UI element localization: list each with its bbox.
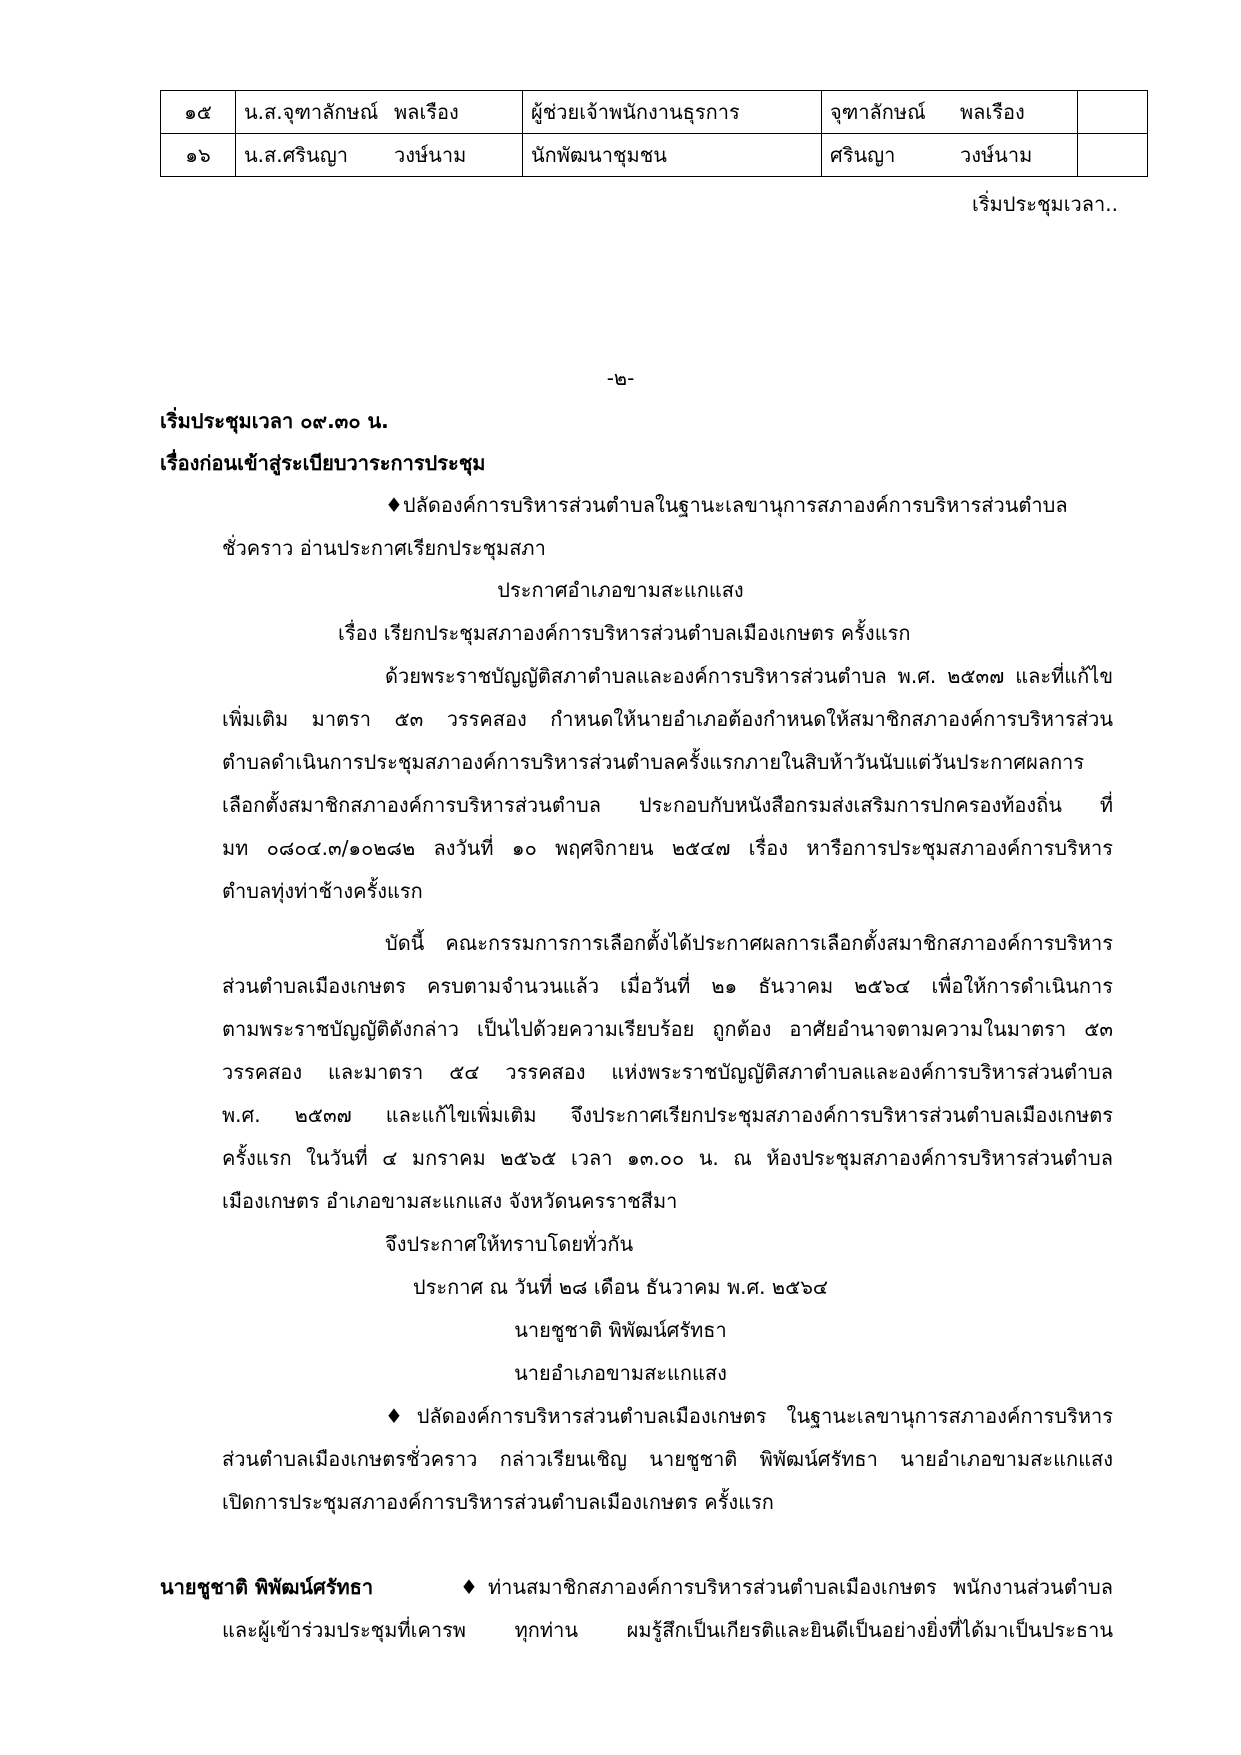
meeting-start-time: เริ่มประชุมเวลา ๐๙.๓๐ น.	[160, 409, 389, 433]
signature-cell	[822, 91, 1078, 134]
pre-agenda-heading: เรื่องก่อนเข้าสู่ระเบียบวาระการประชุม	[160, 451, 486, 475]
signature-name: ศรินญา	[830, 143, 896, 167]
invitation-paragraph-line: เปิดการประชุมสภาองค์การบริหารส่วนตำบลเมืองเกษตร ครั้งแรก	[222, 1490, 774, 1514]
first-name: น.ส.ศรินญา	[244, 143, 348, 167]
surname: พลเรือง	[394, 100, 459, 124]
invitation-paragraph-line: ส่วนตำบลเมืองเกษตรชั่วคราว กล่าวเรียนเชิญ นายชูชาติ พิพัฒน์ศรัทธา นายอำเภอขามสะแกแสง	[222, 1447, 1113, 1471]
announcement-body-line: ตำบลทุ่งท่าช้างครั้งแรก	[222, 879, 423, 903]
announcement-body-line: บัดนี้ คณะกรรมการการเลือกตั้งได้ประกาศผลการเลือกตั้งสมาชิกสภาองค์การบริหาร	[385, 931, 1113, 955]
announcement-body-line: วรรคสอง และมาตรา ๕๔ วรรคสอง แห่งพระราชบัญญัติสภาตำบลและองค์การบริหารส่วนตำบล	[222, 1060, 1113, 1084]
announcement-date: ประกาศ ณ วันที่ ๒๘ เดือน ธันวาคม พ.ศ. ๒๕๖๔	[412, 1275, 829, 1299]
table-row	[161, 134, 1148, 177]
announcement-body-line: ตำบลดำเนินการประชุมสภาองค์การบริหารส่วนตำบลครั้งแรกภายในสิบห้าวันนับแต่วันประกาศผลการ	[222, 750, 1085, 774]
page-number: -๒-	[606, 366, 635, 390]
announcement-body-line: ตามพระราชบัญญัติดังกล่าว เป็นไปด้วยความเรียบร้อย ถูกต้อง อาศัยอำนาจตามความในมาตรา ๕๓	[222, 1017, 1113, 1041]
attendance-table	[160, 90, 1148, 177]
announcement-body-line: ครั้งแรก ในวันที่ ๔ มกราคม ๒๕๖๕ เวลา ๑๓.๐๐ น. ณ ห้องประชุมสภาองค์การบริหารส่วนตำบล	[222, 1146, 1113, 1170]
announcement-body-line: เมืองเกษตร อำเภอขามสะแกแสง จังหวัดนครราชสีมา	[222, 1189, 678, 1213]
first-name: น.ส.จุฑาลักษณ์	[244, 100, 379, 124]
row-number: ๑๕	[161, 91, 236, 134]
invitation-paragraph-line: ♦ปลัดองค์การบริหารส่วนตำบลเมืองเกษตร ในฐานะเลขานุการสภาองค์การบริหาร	[385, 1404, 1113, 1428]
surname: วงษ์นาม	[394, 143, 467, 167]
announcement-body-line: ส่วนตำบลเมืองเกษตร ครบตามจำนวนแล้ว เมื่อวันที่ ๒๑ ธันวาคม ๒๕๖๔ เพื่อให้การดำเนินการ	[222, 974, 1113, 998]
remark-cell	[1078, 134, 1148, 177]
signature-cell	[822, 134, 1078, 177]
position-cell: ผู้ช่วยเจ้าพนักงานธุรการ	[523, 91, 822, 134]
name-cell	[236, 134, 523, 177]
announcement-signer-title: นายอำเภอขามสะแกแสง	[514, 1361, 727, 1385]
announcement-closing: จึงประกาศให้ทราบโดยทั่วกัน	[385, 1232, 634, 1256]
remark-cell	[1078, 91, 1148, 134]
announcement-title: ประกาศอำเภอขามสะแกแสง	[497, 578, 744, 602]
secretary-paragraph-line1: ♦ปลัดองค์การบริหารส่วนตำบลในฐานะเลขานุการสภาองค์การบริหารส่วนตำบล	[385, 493, 1068, 517]
table-row	[161, 91, 1148, 134]
secretary-paragraph-line2: ชั่วคราว อ่านประกาศเรียกประชุมสภา	[222, 536, 546, 560]
announcement-body-line: ด้วยพระราชบัญญัติสภาตำบลและองค์การบริหารส่วนตำบล พ.ศ. ๒๕๓๗ และที่แก้ไข	[385, 664, 1113, 688]
signature-name: จุฑาลักษณ์	[830, 100, 926, 124]
announcement-body-line: พ.ศ. ๒๕๓๗ และแก้ไขเพิ่มเติม จึงประกาศเรียกประชุมสภาองค์การบริหารส่วนตำบลเมืองเกษตร	[222, 1103, 1113, 1127]
announcement-body-line: เลือกตั้งสมาชิกสภาองค์การบริหารส่วนตำบล ประกอบกับหนังสือกรมส่งเสริมการปกครองท้องถิ่น ที่	[222, 793, 1113, 817]
position-cell: นักพัฒนาชุมชน	[523, 134, 822, 177]
name-cell	[236, 91, 523, 134]
announcement-body-line: มท ๐๘๐๔.๓/๑๐๒๘๒ ลงวันที่ ๑๐ พฤศจิกายน ๒๕๔๗ เรื่อง หารือการประชุมสภาองค์การบริหาร	[222, 836, 1113, 860]
speech-line: และผู้เข้าร่วมประชุมที่เคารพ ทุกท่าน ผมรู้สึกเป็นเกียรติและยินดีเป็นอย่างยิ่งที่ได้มาเป็นประธาน	[222, 1618, 1113, 1642]
row-number: ๑๖	[161, 134, 236, 177]
speaker-name: นายชูชาติ พิพัฒน์ศรัทธา	[160, 1575, 374, 1599]
continuation-note: เริ่มประชุมเวลา..	[972, 192, 1118, 216]
announcement-body-line: เพิ่มเติม มาตรา ๕๓ วรรคสอง กำหนดให้นายอำเภอต้องกำหนดให้สมาชิกสภาองค์การบริหารส่วน	[222, 707, 1113, 731]
announcement-subject: เรื่อง เรียกประชุมสภาองค์การบริหารส่วนตำบลเมืองเกษตร ครั้งแรก	[338, 621, 911, 645]
signature-surname: วงษ์นาม	[960, 143, 1033, 167]
speech-line: ♦ท่านสมาชิกสภาองค์การบริหารส่วนตำบลเมืองเกษตร พนักงานส่วนตำบล	[460, 1575, 1113, 1599]
signature-surname: พลเรือง	[960, 100, 1025, 124]
announcement-signer: นายชูชาติ พิพัฒน์ศรัทธา	[514, 1318, 727, 1342]
